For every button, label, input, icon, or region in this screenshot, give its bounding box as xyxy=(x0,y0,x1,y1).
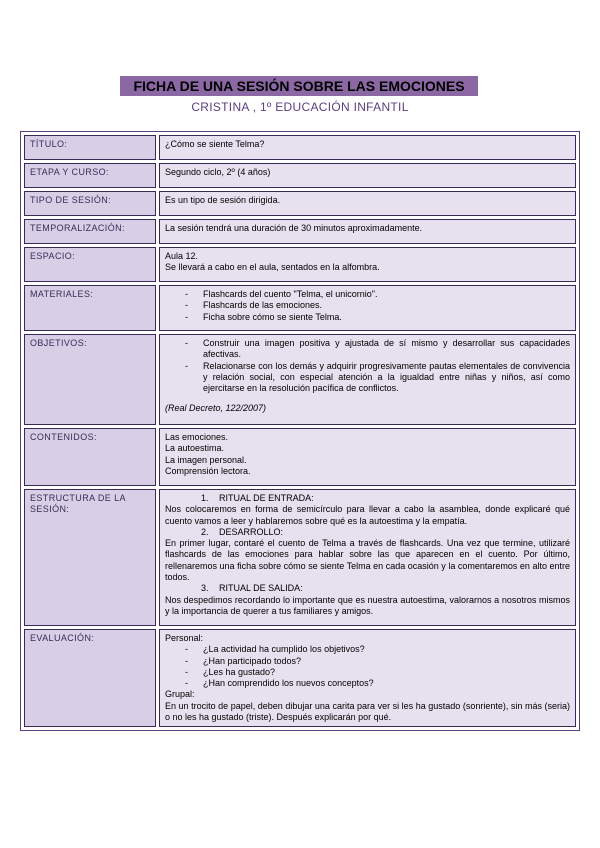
content-line: Las emociones. xyxy=(165,432,229,442)
table-row xyxy=(24,163,576,188)
espacio-line: Aula 12. xyxy=(165,251,199,261)
row-value xyxy=(159,334,576,425)
row-label: TEMPORALIZACIÓN: xyxy=(24,219,156,244)
section-paragraph: En primer lugar, contaré el cuento de Telma a través de flashcards. Una vez que termine, utilizaré flashcards de las emociones para hablar sobre las que aparecen en el cuento. Por último, rellenaremos una ficha sobre cómo se siente Telma en cada ocasión y la comentaremos en alto entre todos. xyxy=(165,538,570,583)
row-label: TÍTULO: xyxy=(24,135,156,160)
row-value: Segundo ciclo, 2º (4 años) xyxy=(159,163,576,188)
table-row xyxy=(24,219,576,244)
row-value xyxy=(159,489,576,626)
list-item: - ¿Han participado todos? xyxy=(185,656,570,667)
row-label: CONTENIDOS: xyxy=(24,428,156,486)
materials-list xyxy=(165,289,570,323)
evaluation-subheading: Personal: xyxy=(165,633,204,643)
row-label: OBJETIVOS: xyxy=(24,334,156,425)
row-label: EVALUACIÓN: xyxy=(24,629,156,727)
row-value: Es un tipo de sesión dirigida. xyxy=(159,191,576,216)
section-heading: 1. RITUAL DE ENTRADA: xyxy=(201,493,314,503)
row-label: ESTRUCTURA DE LA SESIÓN: xyxy=(24,489,156,626)
list-item: - ¿La actividad ha cumplido los objetivos? xyxy=(185,644,570,655)
table-row xyxy=(24,489,576,626)
row-value xyxy=(159,428,576,486)
table-row xyxy=(24,629,576,727)
section-heading: 3. RITUAL DE SALIDA: xyxy=(201,583,303,594)
list-item: - Ficha sobre cómo se siente Telma. xyxy=(185,312,570,323)
evaluation-subheading: Grupal: xyxy=(165,689,195,700)
page-title: FICHA DE UNA SESIÓN SOBRE LAS EMOCIONES xyxy=(120,76,478,96)
table-row xyxy=(24,285,576,331)
content-line: La imagen personal. xyxy=(165,454,247,465)
list-item: - Construir una imagen positiva y ajustada de sí mismo y desarrollar sus capacidades afectivas. xyxy=(185,338,570,361)
objectives-list xyxy=(165,338,570,394)
evaluation-paragraph: En un trocito de papel, deben dibujar una carita para ver si les ha gustado (sonriente), sin más (seria) o no les ha gustado (triste). Después explicarán por qué. xyxy=(165,700,570,723)
section-heading: 2. DESARROLLO: xyxy=(201,526,284,537)
row-value: ¿Cómo se siente Telma? xyxy=(159,135,576,160)
list-item: - Flashcards de las emociones. xyxy=(185,300,570,311)
row-label: ETAPA Y CURSO: xyxy=(24,163,156,188)
page-subtitle: CRISTINA , 1º EDUCACIÓN INFANTIL xyxy=(191,100,409,114)
row-label: MATERIALES: xyxy=(24,285,156,331)
list-item: - Relacionarse con los demás y adquirir progresivamente pautas elementales de convivencia y relación social, con especial atención a la igualdad entre niñas y niños, así como ejercitarse en la resolución pacífica de conflictos. xyxy=(185,361,570,395)
table-row xyxy=(24,334,576,425)
reference-note: (Real Decreto, 122/2007) xyxy=(165,403,267,414)
row-value xyxy=(159,285,576,331)
list-item: - ¿Han comprendido los nuevos conceptos? xyxy=(185,678,570,689)
row-value: La sesión tendrá una duración de 30 minutos aproximadamente. xyxy=(159,219,576,244)
evaluation-list xyxy=(165,644,570,689)
row-label: TIPO DE SESIÓN: xyxy=(24,191,156,216)
session-table xyxy=(20,131,580,731)
content-line: La autoestima. xyxy=(165,443,225,454)
row-label: ESPACIO: xyxy=(24,247,156,282)
list-item: - ¿Les ha gustado? xyxy=(185,667,570,678)
list-item: - Flashcards del cuento "Telma, el unicornio". xyxy=(185,289,570,300)
table-row xyxy=(24,428,576,486)
table-row xyxy=(24,191,576,216)
table-row xyxy=(24,247,576,282)
table-row xyxy=(24,135,576,160)
row-value xyxy=(159,629,576,727)
section-paragraph: Nos colocaremos en forma de semicírculo para llevar a cabo la asamblea, donde explicaré qué cuento vamos a leer y hablaremos sobre qué es la autoestima y la empatía. xyxy=(165,504,570,526)
content-line: Comprensión lectora. xyxy=(165,465,251,476)
row-value xyxy=(159,247,576,282)
section-paragraph: Nos despedimos recordando lo importante que es nuestra autoestima, valorarnos a nosotros mismos y la importancia de querer a tus familiares y amigos. xyxy=(165,594,570,616)
espacio-line: Se llevará a cabo en el aula, sentados en la alfombra. xyxy=(165,262,380,273)
